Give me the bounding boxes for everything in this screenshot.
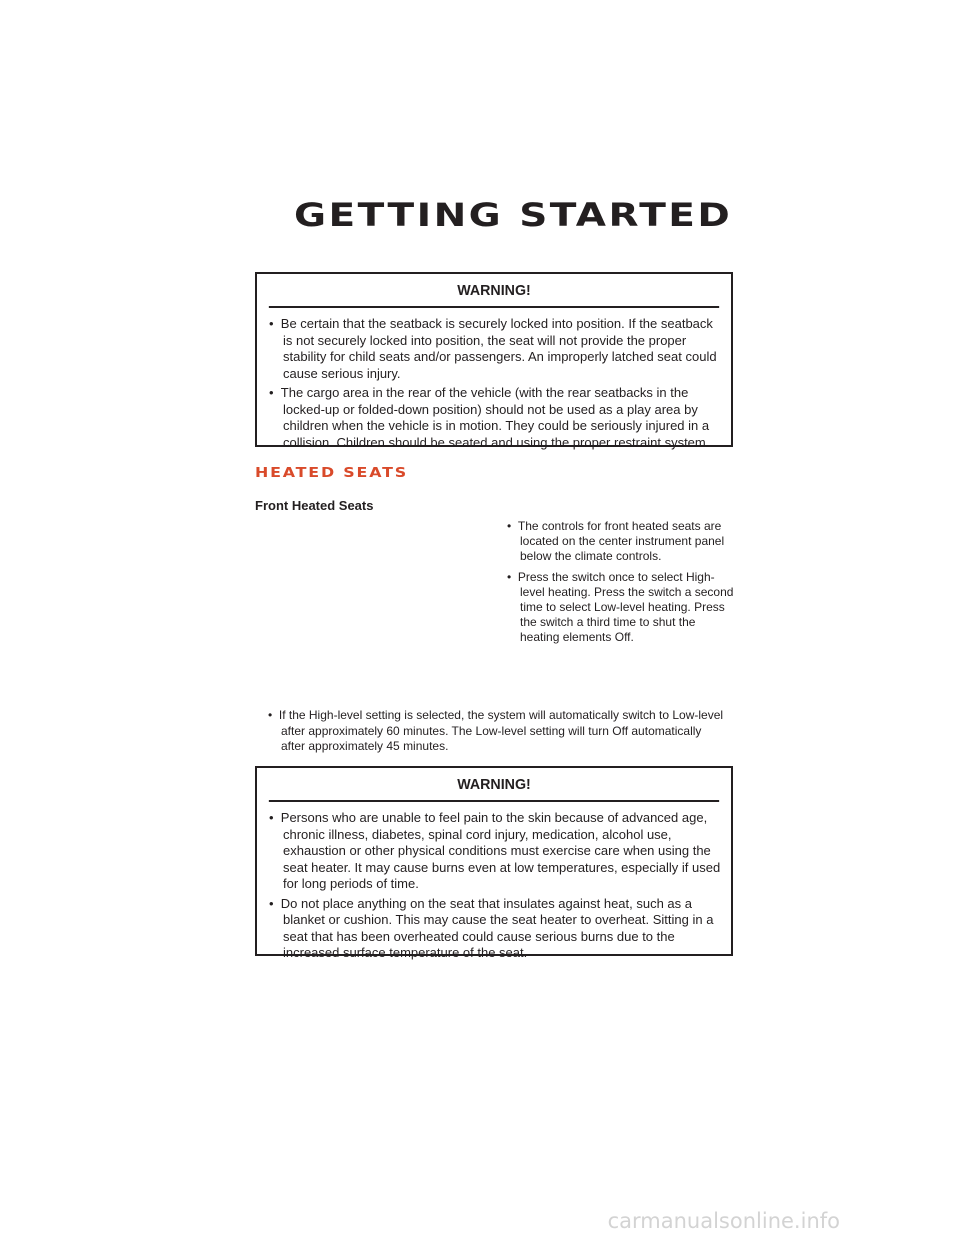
section-title-heated-seats: HEATED SEATS (255, 466, 408, 481)
section-header: GETTING STARTED (293, 196, 732, 234)
warning-item: • Be certain that the seatback is securely locked into position. If the seatback is not securely locked into position, the seat will not provide the proper stability for child seats and/or passengers. An improperly latched seat could cause serious injury. (269, 316, 721, 382)
warning-title: WARNING! (269, 768, 719, 802)
warning-item: • The cargo area in the rear of the vehicle (with the rear seatbacks in the locked-up or folded-down position) should not be used as a play area by children when the vehicle is in motion. They could be seriously injured in a collision. Children should be seated and using the proper restraint system. (269, 385, 721, 451)
warning-title: WARNING! (269, 274, 719, 308)
heated-seats-timer-list (268, 708, 728, 755)
warning-box-heater (255, 766, 733, 960)
warning-box-seatback (255, 272, 733, 450)
warning-item: • Persons who are unable to feel pain to the skin because of advanced age, chronic illness, diabetes, spinal cord injury, medication, alcohol use, exhaustion or other physical conditions must exercise care when using the seat heater. It may cause burns even at low temperatures, especially if used for long periods of time. (269, 810, 721, 893)
warning-list (257, 308, 731, 464)
list-item: • If the High-level setting is selected, the system will automatically switch to Low-level after approximately 60 minutes. The Low-level setting will turn Off automatically after approximately 45 minutes. (268, 708, 728, 755)
footer-watermark: carmanualsonline.info (607, 1209, 840, 1233)
heated-seats-controls-list (507, 519, 737, 651)
subheading-front-heated-seats: Front Heated Seats (255, 498, 374, 513)
warning-item: • Do not place anything on the seat that insulates against heat, such as a blanket or cushion. This may cause the seat heater to overheat. Sitting in a seat that has been overheated could cause serious burns due to the increased surface temperature of the seat. (269, 896, 721, 962)
warning-list (257, 802, 731, 975)
list-item: • The controls for front heated seats are located on the center instrument panel below the climate controls. (507, 519, 737, 564)
list-item: • Press the switch once to select High-level heating. Press the switch a second time to select Low-level heating. Press the switch a third time to shut the heating elements Off. (507, 570, 737, 645)
